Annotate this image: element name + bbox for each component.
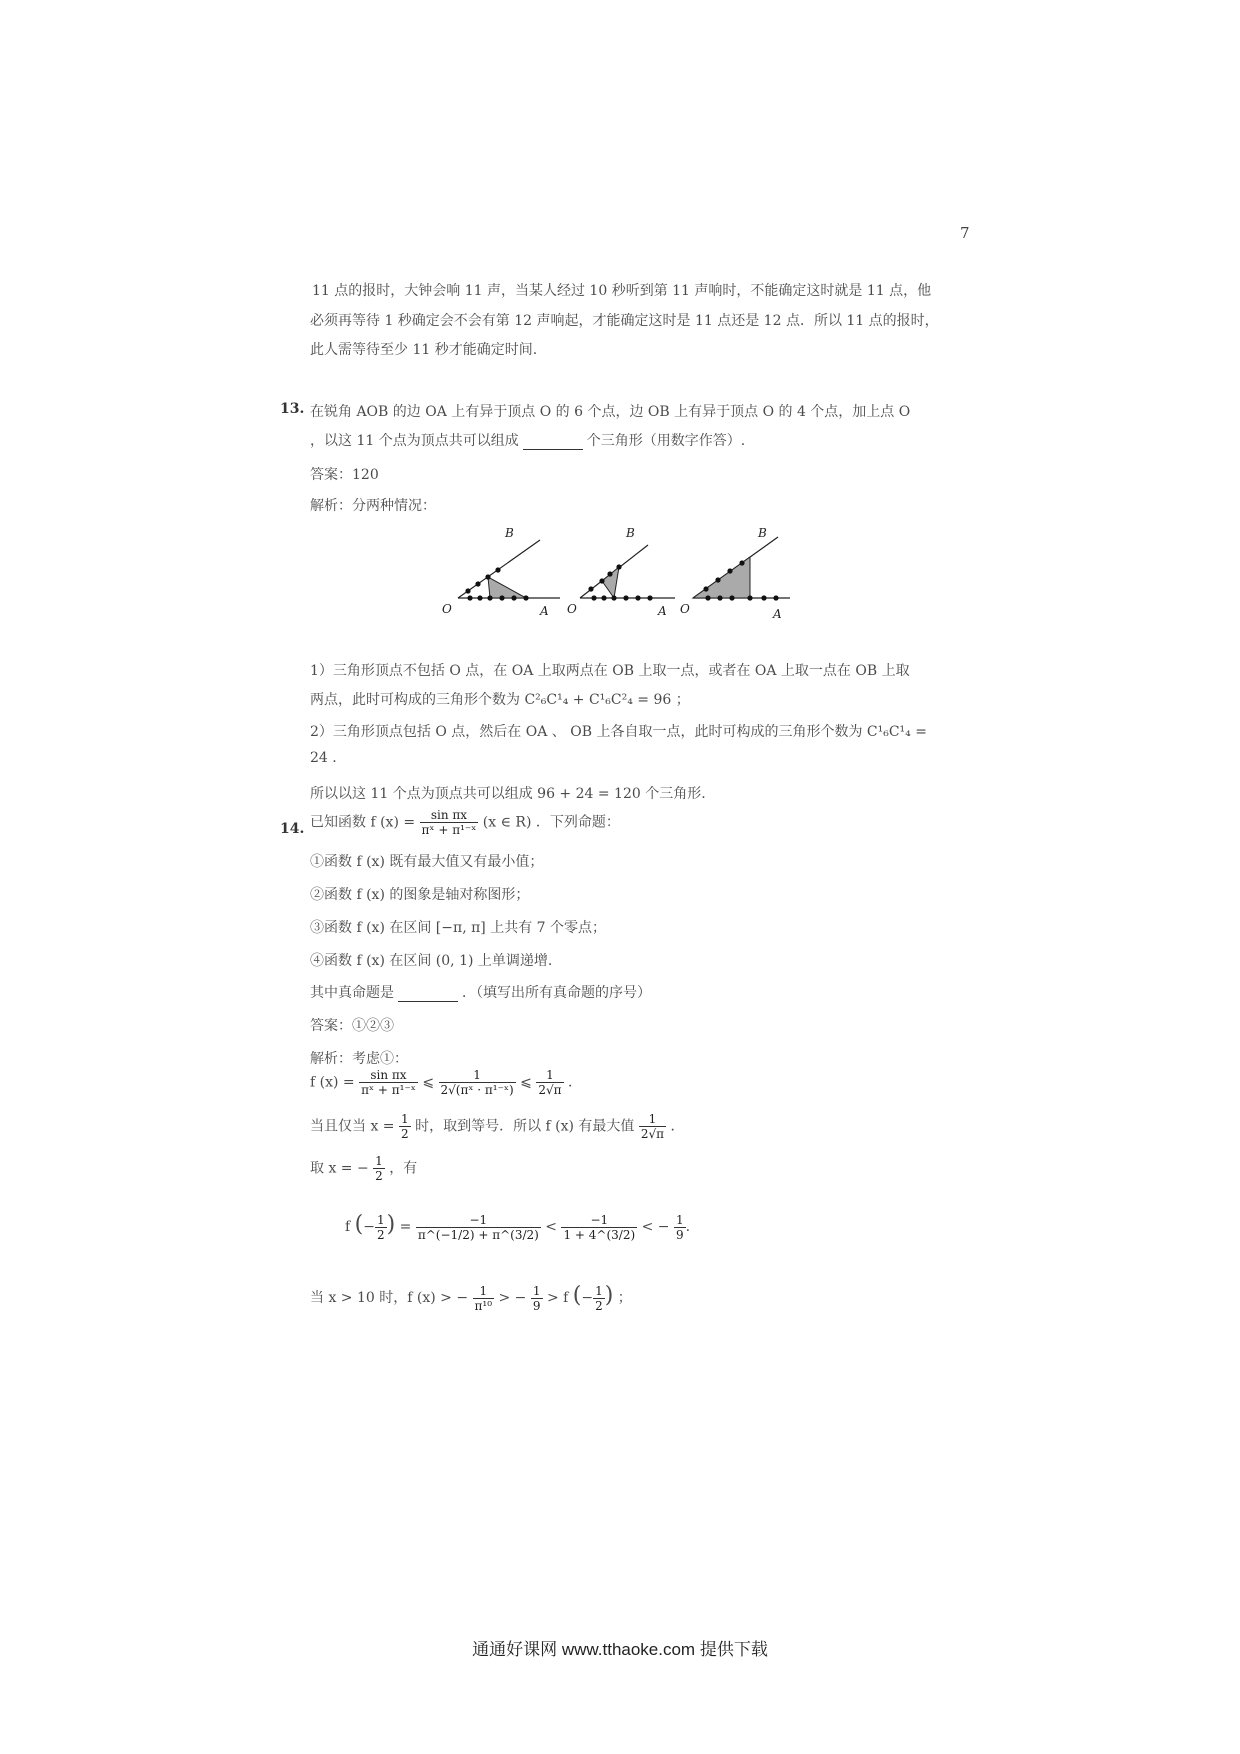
last-b: > − bbox=[498, 1290, 527, 1306]
q13-stem-line-2a: ，以这 11 个点为顶点共可以组成 bbox=[310, 433, 519, 449]
take-den: 2 bbox=[375, 1169, 383, 1183]
label-o-2: O bbox=[567, 602, 577, 616]
q14-number: 14. bbox=[280, 821, 305, 837]
label-a-1: A bbox=[540, 604, 549, 618]
page-number: 7 bbox=[960, 224, 970, 242]
q14-stem bbox=[310, 808, 620, 837]
eq1-frac-1 bbox=[359, 1068, 418, 1097]
last-f2-den: 9 bbox=[532, 1298, 541, 1313]
last-f1-num: 1 bbox=[473, 1284, 495, 1299]
q14-eq2: f (− $\frac{1}{2}$ ) = $\frac{-1}{\pi\^{}(-1/2) + \pi\^{}(3/2)}$ < $\frac{-1}{1 + 4\^{}(3/2)}$ < − $\frac{1}{9}$ . bbox=[345, 1212, 691, 1242]
take-b: ，有 bbox=[389, 1160, 418, 1177]
q13-conclusion: 所以以这 11 个点为顶点共可以组成 96 + 24 = 120 个三角形. bbox=[310, 786, 706, 802]
eq2-f1-num: −1 bbox=[416, 1213, 541, 1228]
eq1-le-1: ⩽ bbox=[422, 1074, 435, 1091]
q14-stem-num: sin πx bbox=[420, 808, 479, 823]
last-f2-num: 1 bbox=[532, 1283, 541, 1298]
q13-answer-blank bbox=[523, 435, 583, 450]
q13-stem-line-1: 在锐角 AOB 的边 OA 上有异于顶点 O 的 6 个点，边 OB 上有异于顶点 O 的 4 个点，加上点 O bbox=[310, 404, 911, 420]
last-frac-2 bbox=[531, 1284, 543, 1313]
label-b-2: B bbox=[626, 526, 635, 540]
q14-analysis: 解析：考虑①： bbox=[310, 1051, 408, 1067]
intro-line-2: 必须再等待 1 秒确定会不会有第 12 声响起，才能确定这时是 11 点还是 12 点．所以 11 点的报时， bbox=[310, 313, 939, 329]
q14-ask-b: ．（填写出所有真命题的序号） bbox=[462, 985, 651, 1001]
eq2-f3-den: 9 bbox=[675, 1227, 684, 1242]
q13-case2-line-2: 24 . bbox=[310, 750, 337, 766]
intro-line-1: 11 点的报时，大钟会响 11 声，当某人经过 10 秒听到第 11 声响时，不能确定这时就是 11 点，他 bbox=[312, 283, 932, 299]
q14-proposition-3: ③函数 f (x) 在区间 [−π, π] 上共有 7 个零点； bbox=[310, 920, 607, 936]
q13-case1-line-1: 1）三角形顶点不包括 O 点，在 OA 上取两点在 OB 上取一点，或者在 OA 上取一点在 OB 上取 bbox=[310, 663, 910, 679]
eq1-f3-num: 1 bbox=[536, 1068, 563, 1083]
eq2-frac-3 bbox=[674, 1213, 686, 1242]
last-f3-den: 2 bbox=[595, 1298, 603, 1313]
take-a: 取 x = − bbox=[310, 1160, 369, 1177]
q14-answer: 答案：①②③ bbox=[310, 1018, 394, 1034]
eq1-f1-num: sin πx bbox=[359, 1068, 418, 1083]
eq2-frac-2 bbox=[561, 1213, 637, 1242]
last-end: ； bbox=[617, 1290, 632, 1306]
q14-take-line bbox=[310, 1154, 417, 1183]
eq2-frac-1 bbox=[416, 1213, 541, 1242]
label-o-3: O bbox=[680, 602, 690, 616]
q14-equality-line bbox=[310, 1112, 685, 1141]
eq-line-max-num: 1 bbox=[639, 1112, 666, 1127]
eq-line-den: 2 bbox=[400, 1127, 409, 1141]
eq2-lhs-den: 2 bbox=[376, 1227, 385, 1242]
last-paren-open: ( bbox=[572, 1283, 582, 1308]
eq1-f3-den: 2√π bbox=[538, 1083, 562, 1097]
intro-line-3: 此人需等待至少 11 秒才能确定时间. bbox=[310, 342, 538, 358]
eq-line-end: ． bbox=[670, 1118, 685, 1135]
q13-answer: 答案：120 bbox=[310, 467, 379, 483]
take-num: 1 bbox=[375, 1154, 383, 1168]
q14-last-line: 当 x > 10 时，f (x) > − $\frac{1}{\text{π¹⁰}}$ > − $\frac{1}{9}$ > f (− $\frac{1}{2}$ ) ； bbox=[310, 1283, 632, 1313]
q14-ask-a: 其中真命题是 bbox=[310, 985, 394, 1001]
q14-proposition-4: ④函数 f (x) 在区间 (0, 1) 上单调递增. bbox=[310, 953, 553, 969]
last-frac-3 bbox=[593, 1284, 605, 1313]
eq1-le-2: ⩽ bbox=[520, 1074, 532, 1091]
eq-line-b: 时，取到等号．所以 f (x) 有最大值 bbox=[415, 1118, 635, 1135]
last-frac-1 bbox=[473, 1284, 495, 1313]
q14-stem-a: 已知函数 f (x) = bbox=[310, 814, 416, 831]
label-b-3: B bbox=[758, 526, 767, 540]
label-b-1: B bbox=[505, 526, 514, 540]
eq-line-max-frac bbox=[639, 1112, 666, 1141]
eq-line-a: 当且仅当 x = bbox=[310, 1118, 395, 1135]
eq1-lhs: f (x) = bbox=[310, 1074, 355, 1091]
eq1-end: ． bbox=[567, 1074, 582, 1091]
q14-answer-blank bbox=[398, 987, 458, 1002]
footer-credit: 通通好课网 www.tthaoke.com 提供下载 bbox=[472, 1640, 768, 1659]
q13-case1-line-2: 两点，此时可构成的三角形个数为 C²₆C¹₄ + C¹₆C²₄ = 96 ； bbox=[310, 692, 690, 708]
q13-stem-line-2b: 个三角形（用数字作答）. bbox=[586, 433, 746, 449]
q14-eq1 bbox=[310, 1068, 582, 1097]
eq2-f3-num: 1 bbox=[675, 1212, 684, 1227]
eq1-frac-2 bbox=[439, 1068, 516, 1097]
q13-number: 13. bbox=[280, 401, 305, 417]
q14-stem-b: (x ∈ R) ．下列命题： bbox=[482, 814, 620, 831]
q13-case2-line-1: 2）三角形顶点包括 O 点，然后在 OA 、 OB 上各自取一点，此时可构成的三角形个数为 C¹₆C¹₄ = bbox=[310, 724, 927, 740]
eq2-paren-open: ( bbox=[354, 1212, 364, 1237]
last-paren-close: ) bbox=[604, 1283, 614, 1308]
last-a: 当 x > 10 时，f (x) > − bbox=[310, 1290, 469, 1306]
eq-line-frac bbox=[399, 1112, 411, 1141]
eq2-lhs-num: 1 bbox=[376, 1212, 385, 1227]
eq-line-num: 1 bbox=[400, 1112, 409, 1126]
eq2-eq: = bbox=[399, 1219, 412, 1235]
eq2-f2-den: 1 + 4^(3/2) bbox=[563, 1227, 636, 1242]
eq1-f2-den: 2√(πˣ · π¹⁻ˣ) bbox=[440, 1083, 514, 1097]
eq2-lhs-frac bbox=[375, 1213, 387, 1242]
label-a-3: A bbox=[773, 607, 782, 621]
shaded-triangle-1 bbox=[488, 577, 526, 598]
eq1-f2-num: 1 bbox=[439, 1068, 516, 1083]
eq2-f2-num: −1 bbox=[561, 1213, 637, 1228]
eq2-lt-1: < bbox=[545, 1219, 558, 1235]
label-a-2: A bbox=[658, 604, 667, 618]
q14-proposition-2: ②函数 f (x) 的图象是轴对称图形； bbox=[310, 887, 530, 903]
q13-analysis: 解析：分两种情况： bbox=[310, 498, 436, 514]
q14-proposition-1: ①函数 f (x) 既有最大值又有最小值； bbox=[310, 854, 544, 870]
take-frac bbox=[373, 1154, 385, 1183]
q14-stem-den: πˣ + π¹⁻ˣ bbox=[421, 823, 477, 837]
eq2-lt-2: < − bbox=[641, 1219, 670, 1235]
q14-stem-fraction bbox=[420, 808, 479, 837]
q13-stem-line-2 bbox=[310, 430, 745, 450]
eq1-frac-3 bbox=[536, 1068, 563, 1097]
last-f3-num: 1 bbox=[595, 1283, 603, 1298]
q13-triangle-figure bbox=[430, 525, 820, 625]
eq-line-max-den: 2√π bbox=[640, 1127, 665, 1141]
last-f1-den: π¹⁰ bbox=[474, 1298, 493, 1313]
eq2-end: . bbox=[685, 1219, 691, 1235]
q14-ask bbox=[310, 982, 651, 1002]
last-c: > f bbox=[546, 1290, 569, 1306]
label-o-1: O bbox=[442, 602, 452, 616]
eq2-f1-den: π^(−1/2) + π^(3/2) bbox=[417, 1227, 539, 1242]
eq2-paren-close: ) bbox=[386, 1212, 396, 1237]
eq2-lhs-f: f bbox=[345, 1219, 351, 1235]
eq1-f1-den: πˣ + π¹⁻ˣ bbox=[361, 1083, 416, 1097]
